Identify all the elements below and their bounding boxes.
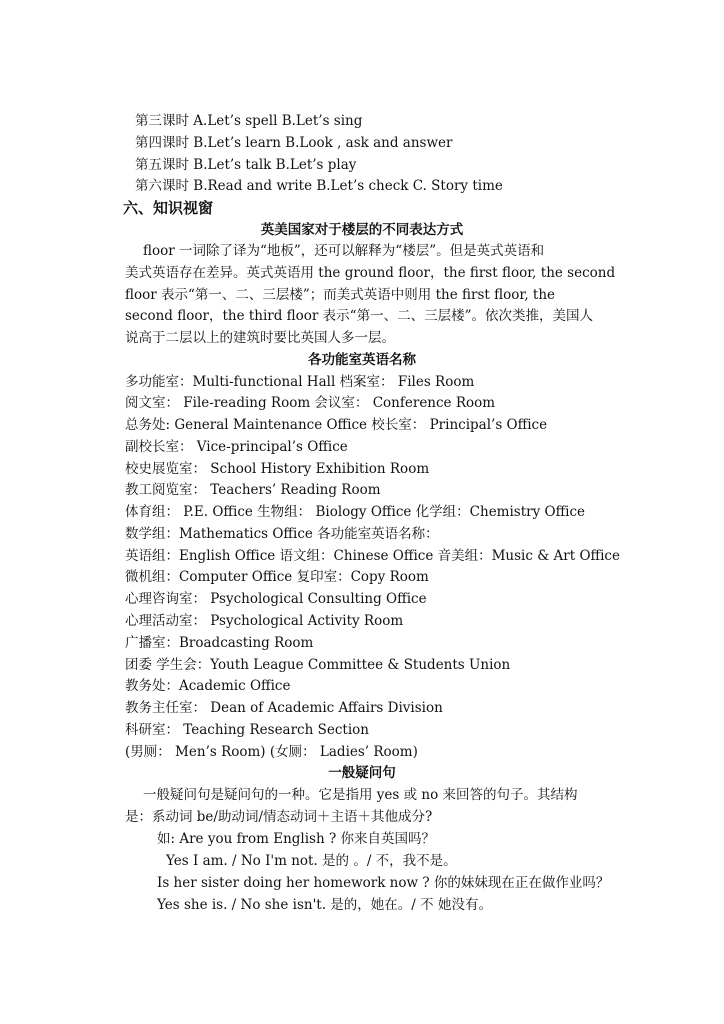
floors-heading: 英美国家对于楼层的不同表达方式 xyxy=(260,222,464,238)
room-line: 多功能室：Multi-functional Hall 档案室： Files Room xyxy=(125,374,475,390)
floors-paragraph-line: floor 一词除了译为“地板”，还可以解释为“楼层”。但是英式英语和 xyxy=(143,243,545,259)
room-line: 心理活动室： Psychological Activity Room xyxy=(125,613,404,629)
floors-paragraph-line: second floor，the third floor 表示“第一、二、三层楼”。依次类推，美国人 xyxy=(125,308,593,324)
room-line: 科研室： Teaching Research Section xyxy=(125,722,369,738)
questions-paragraph-line: 一般疑问句是疑问句的一种。它是指用 yes 或 no 来回答的句子。其结构 xyxy=(143,787,578,803)
example-question: 如: Are you from English ? 你来自英国吗？ xyxy=(157,831,436,847)
room-line: 副校长室： Vice-principal’s Office xyxy=(125,439,348,455)
room-line: 教务处：Academic Office xyxy=(125,678,291,694)
floors-paragraph-line: 说高于二层以上的建筑时要比英国人多一层。 xyxy=(125,330,395,346)
questions-paragraph-line: 是：系动词 be/助动词/情态动词＋主语＋其他成分? xyxy=(125,809,433,825)
rooms-heading: 各功能室英语名称 xyxy=(308,352,416,368)
room-line: (男厕： Men’s Room) (女厕： Ladies’ Room) xyxy=(125,744,418,760)
floors-paragraph-line: 美式英语存在差异。英式英语用 the ground floor，the first floor, the second xyxy=(125,265,616,281)
room-line: 教工阅览室： Teachers’ Reading Room xyxy=(125,482,381,498)
room-line: 心理咨询室： Psychological Consulting Office xyxy=(125,591,427,607)
schedule-line: 第三课时 A.Let’s spell B.Let’s sing xyxy=(135,113,363,129)
room-line: 微机组：Computer Office 复印室：Copy Room xyxy=(125,569,429,585)
room-line: 英语组：English Office 语文组：Chinese Office 音美组：Music & Art Office xyxy=(125,548,620,564)
schedule-line: 第四课时 B.Let’s learn B.Look , ask and answer xyxy=(135,135,453,151)
room-line: 阅文室： File-reading Room 会议室： Conference Room xyxy=(125,395,496,411)
room-line: 广播室：Broadcasting Room xyxy=(125,635,314,651)
floors-paragraph-line: floor 表示“第一、二、三层楼”；而美式英语中则用 the first floor, the xyxy=(125,287,556,303)
schedule-line: 第五课时 B.Let’s talk B.Let’s play xyxy=(135,157,357,173)
room-line: 总务处: General Maintenance Office 校长室： Principal’s Office xyxy=(125,417,548,433)
room-line: 团委 学生会：Youth League Committee & Students Union xyxy=(125,657,511,673)
schedule-line: 第六课时 B.Read and write B.Let’s check C. Story time xyxy=(135,178,503,194)
example-question: Is her sister doing her homework now ? 你的妹妹现在正在做作业吗？ xyxy=(157,875,610,891)
room-line: 数学组：Mathematics Office 各功能室英语名称： xyxy=(125,526,439,542)
example-answer: Yes she is. / No she isn't. 是的，她在。/ 不 她没有。 xyxy=(157,897,492,913)
section-title: 六、知识视窗 xyxy=(123,199,214,217)
room-line: 校史展览室： School History Exhibition Room xyxy=(125,461,430,477)
room-line: 体育组： P.E. Office 生物组： Biology Office 化学组：Chemistry Office xyxy=(125,504,586,520)
room-line: 教务主任室： Dean of Academic Affairs Division xyxy=(125,700,443,716)
questions-heading: 一般疑问句 xyxy=(328,765,396,781)
example-answer: Yes I am. / No I'm not. 是的 。/ 不，我不是。 xyxy=(166,853,457,869)
